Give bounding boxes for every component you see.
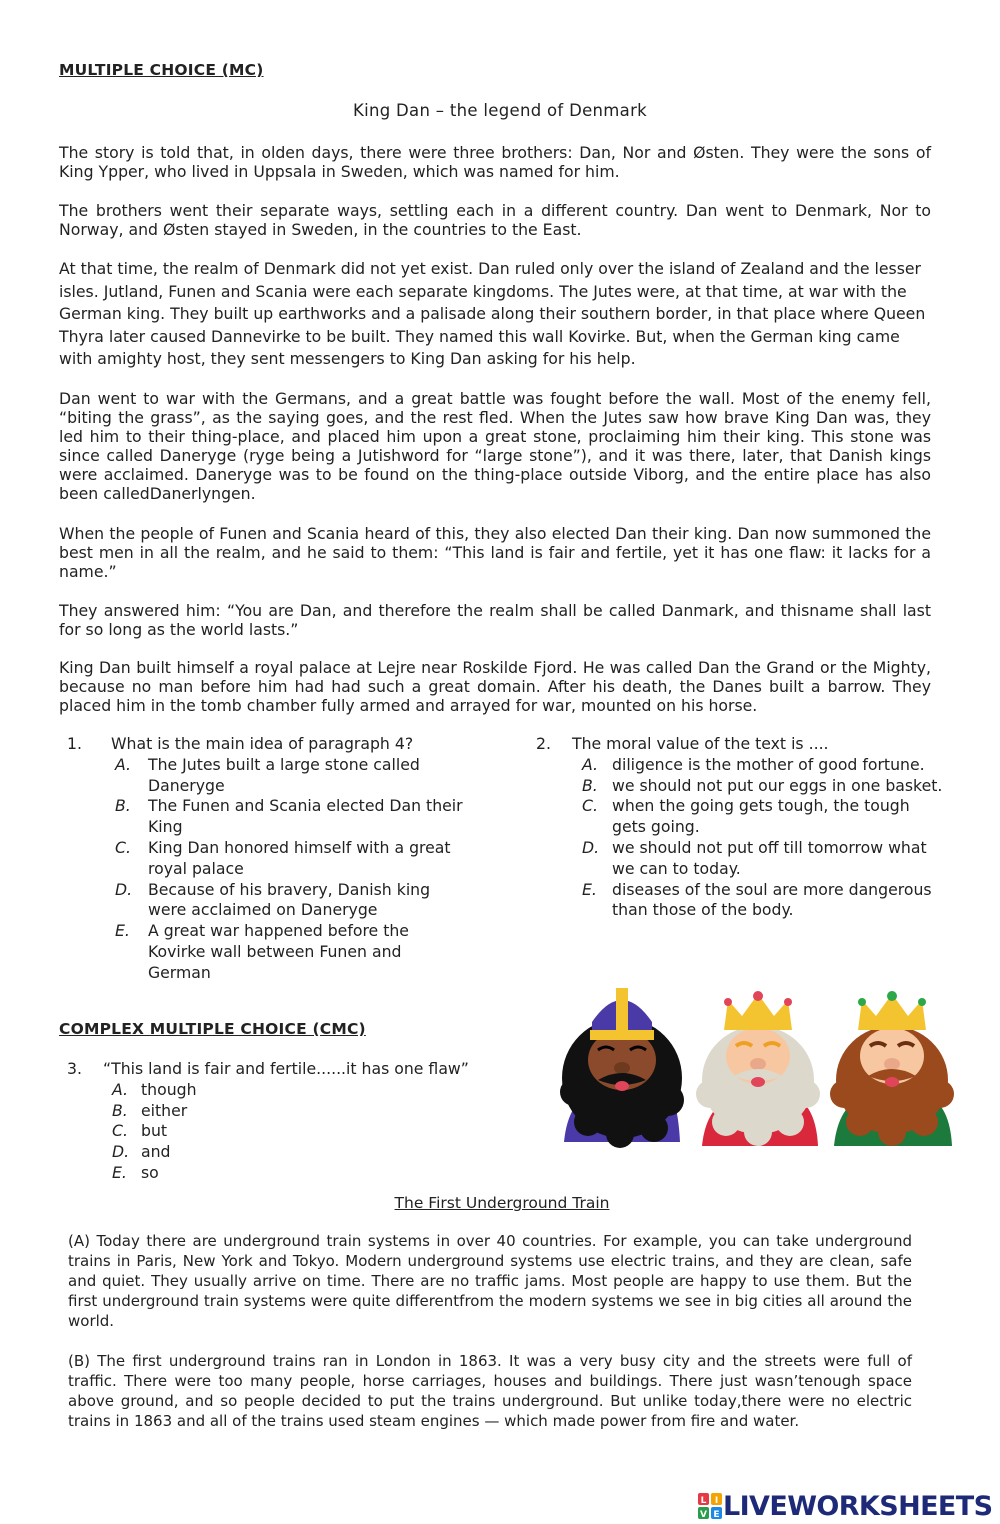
train-paragraph-a: (A) Today there are underground train systems in over 40 countries. For example, you can take underground trains in Paris, New York and Tokyo. Modern underground systems use electric trains, and they are clean, safe and quiet. They usually arrive on time. There are no traffic jams. Most people are happy to use them. But the first underground train systems were quite differentfrom the modern systems we see in big cities all around the world. xyxy=(68,1232,912,1330)
king-1-figure xyxy=(560,988,684,1148)
story-paragraph-2: The brothers went their separate ways, settling each in a different country. Dan went to Denmark, Nor to Norway, and Østen stayed in Sweden, in the countries to the East. xyxy=(59,201,931,239)
option-text: so xyxy=(141,1162,159,1182)
option-c[interactable] xyxy=(112,1121,537,1142)
story-paragraph-1: The story is told that, in olden days, there were three brothers: Dan, Nor and Østen. They were the sons of King Ypper, who lived in Uppsala in Sweden, which was named for him. xyxy=(59,143,931,181)
option-d[interactable] xyxy=(112,1142,537,1163)
option-text: though xyxy=(141,1079,197,1099)
king-3-figure xyxy=(830,991,954,1146)
story-paragraph-5: When the people of Funen and Scania heard of this, they also elected Dan their king. Dan now summoned the best men in all the realm, and he said to them: “This land is fair and fertile, yet it has one flaw: it lacks for a name.” xyxy=(59,524,931,581)
option-c[interactable] xyxy=(582,796,946,838)
option-b[interactable] xyxy=(115,796,467,838)
option-letter: E. xyxy=(112,1162,127,1182)
option-text: A great war happened before the Kovirke wall between Funen and German xyxy=(148,921,409,982)
option-b[interactable] xyxy=(582,776,946,797)
liveworksheets-logo-text: LIVEWORKSHEETS xyxy=(723,1490,993,1522)
option-letter: D. xyxy=(115,879,133,899)
option-e[interactable] xyxy=(112,1163,537,1184)
option-text: when the going gets tough, the tough gets going. xyxy=(612,796,910,837)
option-text: The Funen and Scania elected Dan their King xyxy=(148,796,463,837)
story-paragraph-7: King Dan built himself a royal palace at Lejre near Roskilde Fjord. He was called Dan the Grand or the Mighty, because no man before him had had such a great domain. After his death, the Danes built a barrow. They placed him in the tomb chamber fully armed and arrayed for war, mounted on his horse. xyxy=(59,658,931,715)
option-text: we should not put our eggs in one basket. xyxy=(612,775,943,795)
question-1 xyxy=(67,734,467,984)
cmc-heading: COMPLEX MULTIPLE CHOICE (CMC) xyxy=(59,1020,366,1038)
option-text: but xyxy=(141,1121,168,1141)
option-letter: D. xyxy=(112,1142,130,1162)
svg-text:L: L xyxy=(700,1496,707,1506)
option-text: King Dan honored himself with a great royal palace xyxy=(148,837,451,878)
option-text: and xyxy=(141,1142,171,1162)
option-letter: C. xyxy=(582,796,598,816)
option-b[interactable] xyxy=(112,1101,537,1122)
svg-text:I: I xyxy=(714,1496,719,1506)
mc-heading: MULTIPLE CHOICE (MC) xyxy=(59,61,264,79)
option-e[interactable] xyxy=(115,921,467,983)
option-letter: E. xyxy=(582,879,597,899)
option-letter: A. xyxy=(582,754,599,774)
question-text: “This land is fair and fertile......it has one flaw” xyxy=(103,1059,469,1078)
story-paragraph-4: Dan went to war with the Germans, and a great battle was fought before the wall. Most of the enemy fell, “biting the grass”, as the saying goes, and the rest fled. When the Jutes saw how brave King Dan was, they led him to their thing-place, and placed him upon a great stone, proclaiming him their king. This stone was since called Daneryge (ryge being a Jutishword for “large stone”), and it was there, later, that Danish kings were acclaimed. Daneryge was to be found on the thing-place outside Viborg, and the entire place has also been calledDanerlyngen. xyxy=(59,389,931,503)
option-letter: B. xyxy=(115,796,131,816)
story-title: King Dan – the legend of Denmark xyxy=(352,101,648,120)
train-paragraph-b: (B) The first underground trains ran in London in 1863. It was a very busy city and the streets were full of traffic. There were too many people, horse carriages, houses and buildings. There just wasn’tenough space above ground, and so people decided to put the trains underground. But unlike today,there were no electric trains in 1863 and all of the trains used steam engines — which made power from fire and water. xyxy=(68,1352,912,1430)
option-a[interactable] xyxy=(115,755,467,797)
train-title: The First Underground Train xyxy=(394,1194,610,1212)
option-letter: D. xyxy=(582,837,600,857)
liveworksheets-logo-icon xyxy=(697,1492,723,1520)
svg-text:V: V xyxy=(700,1510,707,1520)
option-e[interactable] xyxy=(582,880,946,922)
option-text: The Jutes built a large stone called Daneryge xyxy=(148,754,420,795)
svg-text:E: E xyxy=(713,1510,720,1520)
option-a[interactable] xyxy=(112,1080,537,1101)
three-kings-illustration xyxy=(558,982,954,1154)
liveworksheets-logo[interactable] xyxy=(697,1488,992,1524)
option-a[interactable] xyxy=(582,755,946,776)
option-text: diligence is the mother of good fortune. xyxy=(612,754,925,774)
question-text: The moral value of the text is .... xyxy=(572,734,829,753)
option-d[interactable] xyxy=(115,880,467,922)
question-number: 1. xyxy=(67,734,82,753)
king-2-figure xyxy=(696,991,820,1146)
option-text: either xyxy=(141,1100,188,1120)
story-paragraph-6: They answered him: “You are Dan, and therefore the realm shall be called Danmark, and thisname shall last for so long as the world lasts.” xyxy=(59,601,931,639)
question-number: 3. xyxy=(67,1059,82,1078)
option-c[interactable] xyxy=(115,838,467,880)
question-number: 2. xyxy=(536,734,551,753)
option-text: diseases of the soul are more dangerous than those of the body. xyxy=(612,879,932,920)
option-letter: C. xyxy=(112,1121,128,1141)
story-paragraph-3: At that time, the realm of Denmark did not yet exist. Dan ruled only over the island of Zealand and the lesser isles. Jutland, Funen and Scania were each separate kingdoms. The Jutes were, at that time, at war with the German king. They built up earthworks and a palisade along their southern border, in that place where Queen Thyra later caused Dannevirke to be built. They named this wall Kovirke. But, when the German king came with amighty host, they sent messengers to King Dan asking for his help. xyxy=(59,259,926,368)
option-letter: A. xyxy=(112,1079,129,1099)
option-letter: A. xyxy=(115,754,132,774)
option-letter: E. xyxy=(115,921,130,941)
question-3 xyxy=(67,1059,537,1184)
option-letter: C. xyxy=(115,837,131,857)
option-letter: B. xyxy=(112,1100,128,1120)
option-text: we should not put off till tomorrow what we can to today. xyxy=(612,837,927,878)
option-d[interactable] xyxy=(582,838,946,880)
option-letter: B. xyxy=(582,775,598,795)
question-text: What is the main idea of paragraph 4? xyxy=(111,734,414,753)
question-2 xyxy=(536,734,946,921)
option-text: Because of his bravery, Danish king were acclaimed on Daneryge xyxy=(148,879,431,920)
